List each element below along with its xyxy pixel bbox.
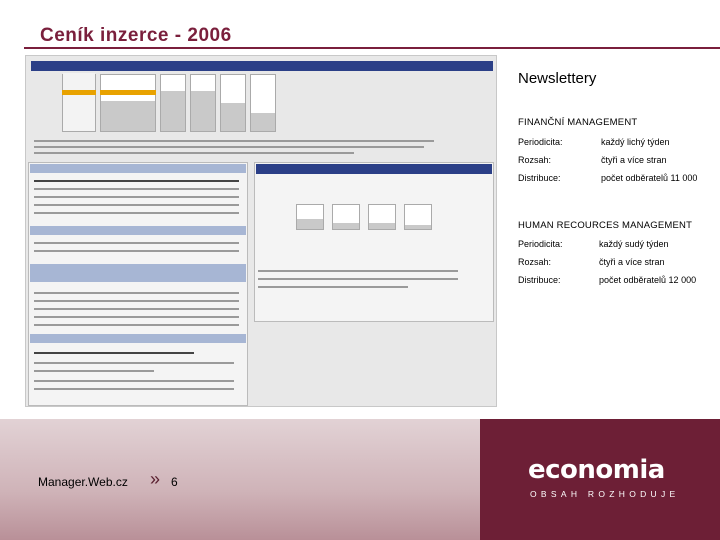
page-number: 6 (171, 475, 178, 489)
row-value: každý sudý týden (599, 239, 669, 249)
scan-row (34, 188, 239, 190)
scan-text-line (34, 152, 354, 154)
slide-title: Ceník inzerce - 2006 (40, 25, 232, 46)
scan-right-panel (254, 162, 494, 322)
scan-format-box (62, 74, 96, 132)
scan-row (34, 292, 239, 294)
scan-format-box (332, 204, 360, 230)
scan-row (34, 308, 239, 310)
footer (0, 419, 720, 540)
row-value: každý lichý týden (601, 137, 670, 147)
scan-format-box (160, 74, 186, 132)
row-value: čtyři a více stran (599, 257, 665, 267)
row-label: Rozsah: (518, 257, 552, 267)
scan-row (34, 196, 239, 198)
economia-logo (528, 455, 680, 503)
logo-word: economia (528, 455, 665, 485)
scan-row (258, 278, 458, 280)
title-rule (24, 47, 720, 49)
section-title-hr: HUMAN RECOURCES MANAGEMENT (518, 220, 693, 231)
scan-text-line (34, 146, 424, 148)
scan-right-bar (256, 164, 492, 174)
scan-format-box (296, 204, 324, 230)
row-value: počet odběratelů 11 000 (601, 173, 698, 183)
scan-panel-head (30, 164, 246, 173)
scan-format-box (190, 74, 216, 132)
scan-row (34, 212, 239, 214)
scan-row (34, 324, 239, 326)
scan-row (34, 380, 234, 382)
row-label: Periodicita: (518, 239, 563, 249)
scan-text-line (34, 140, 434, 142)
scan-format-box (220, 74, 246, 132)
scan-row (34, 204, 239, 206)
scan-row (34, 362, 234, 364)
scan-format-box (100, 74, 156, 132)
newsletters-heading: Newslettery (518, 70, 597, 87)
scan-row (34, 180, 239, 182)
scan-panel-head (30, 264, 246, 282)
scan-orange-mark (62, 90, 96, 95)
scan-row (258, 270, 458, 272)
scan-top-bar (31, 61, 493, 71)
row-value: počet odběratelů 12 000 (599, 275, 697, 285)
scan-row (34, 242, 239, 244)
scan-format-box (250, 74, 276, 132)
row-label: Periodicita: (518, 137, 563, 147)
row-label: Rozsah: (518, 155, 552, 165)
section-title-financni: FINANČNÍ MANAGEMENT (518, 117, 638, 128)
scan-row (34, 388, 234, 390)
scan-row (34, 316, 239, 318)
footer-separator: » (150, 469, 161, 489)
scan-format-box (368, 204, 396, 230)
scan-panel-head (30, 334, 246, 343)
scan-format-box (404, 204, 432, 230)
scan-row (34, 352, 194, 354)
scan-row (258, 286, 408, 288)
footer-site-link[interactable]: Manager.Web.cz (38, 475, 128, 489)
scan-orange-mark (100, 90, 156, 95)
scan-row (34, 300, 239, 302)
scan-panel-head (30, 226, 246, 235)
scan-row (34, 370, 154, 372)
row-label: Distribuce: (518, 275, 561, 285)
row-value: čtyři a více stran (601, 155, 667, 165)
price-list-scan-image (25, 55, 497, 407)
row-label: Distribuce: (518, 173, 561, 183)
logo-tagline: OBSAH ROZHODUJE (530, 489, 680, 499)
scan-row (34, 250, 239, 252)
